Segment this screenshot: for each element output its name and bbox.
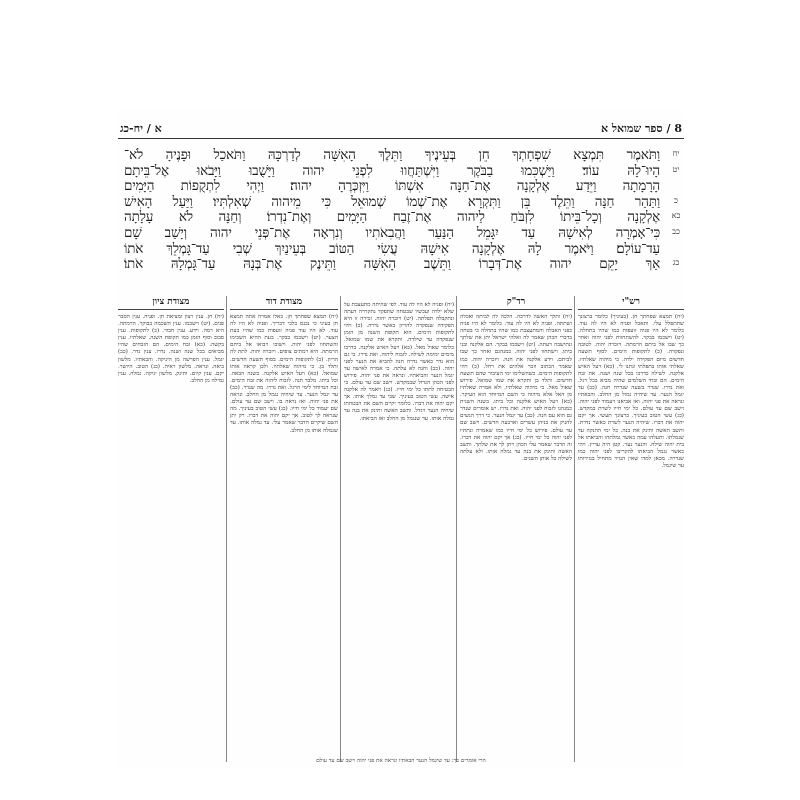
commentary-column-metzudat-david bbox=[230, 296, 338, 762]
commentary-column-middle bbox=[344, 296, 454, 762]
commentary-text: (יח) ופניה לא היו לה עוד. לפי שהיתה מתעצבת על שלא ילדה ועכשיו שבטחה שתפקד נתקררה דעתה ונתקבלה תפלתה. (יט) ויזכרה יהוה. זכירה זו היא הפקידה שנפקדה להריון כאשר נדרה. (כ) ויהי לתקופות הימים. הוא תקופת השנה מן הזמן שנפקדה עד שילדה. ותקרא את שמו שמואל. כלומר שאול מאל. (כא) ויעל האיש אלקנה. כדרכו מימים ימימה לשילה. לזבוח ליהוה. ואת נדרו. כי גם הוא נדר כאשר נדרה חנה להביא את הנער לפני יהוה. (כב) וחנה לא עלתה. כי אמרה לאישה עד יגמל הנער והביאתיו. ונראה את פני יהוה. פירוש לפני הכהן הגדול שבמקדש. וישב שם עד עולם. כי הבטיחה לתתו כל ימי חייו. (כג) ויאמר לה אלקנה אישה. עשי הטוב בעיניך. שבי עד גמלך אותו. אך יקם יהוה את דברו. כלומר יקיים השם את הבטחתו שיחיה הנער ויגדל. ותשב האשה ותינק את בנה עד גמלה אותו. עד שנגמל מן החלב ואז הביאתו. bbox=[344, 302, 454, 422]
verse-line bbox=[118, 164, 684, 180]
column-divider bbox=[456, 296, 457, 762]
commentary-column-rashi bbox=[578, 296, 684, 762]
chapter-reference: א / יח-כג bbox=[120, 122, 162, 135]
verse-line bbox=[118, 195, 684, 211]
page-header bbox=[118, 122, 684, 139]
verse-line bbox=[118, 210, 684, 226]
column-divider bbox=[574, 296, 575, 762]
commentary-column-radak bbox=[460, 296, 572, 762]
verse-text: הָרָמָתָה וַיֵּדַע אֶלְקָנָה אֶת־חַנָּה אִשְׁתּוֹ וַיִּזְכְּרֶהָ יהוה׃ וַיְהִי לִתְקֻפוֹת הַיָּמִים bbox=[124, 179, 660, 195]
verse-text: וַתַּהַר חַנָּה וַתֵּלֶד בֵּן וַתִּקְרָא אֶת־שְׁמוֹ שְׁמוּאֵל כִּי מֵיהוה שְׁאִלְתִּיו׃ וַיַּעַל הָאִישׁ bbox=[124, 194, 660, 210]
verse-number: יח bbox=[672, 149, 680, 158]
bottom-note: הרי אומרים כך: עד שיגמל הנער הבאתיו ונראה את פני יהוה וישב שם עד עולם bbox=[316, 758, 486, 764]
verse-text: עַד־עוֹלָם׃ וַיֹּאמֶר לָהּ אֶלְקָנָה אִישָׁהּ עֲשִׂי הַטּוֹב בְּעֵינַיִךְ שְׁבִי עַד־גָּמְלֵךְ אֹתוֹ bbox=[124, 241, 660, 257]
verse-number: כא bbox=[671, 211, 681, 221]
verse-text: אַךְ יָקֵם יהוה אֶת־דְּבָרוֹ וַתֵּשֶׁב הָאִשָּׁה וַתֵּינֶק אֶת־בְּנָהּ עַד־גָּמְלָהּ אֹתוֹ׃ bbox=[124, 257, 660, 273]
verse-text: הָיוּ־לָהּ עוֹד׃ וַיַּשְׁכִּמוּ בַבֹּקֶר וַיִּשְׁתַּחֲווּ לִפְנֵי יהוה וַיָּשֻׁבוּ וַיָּבֹאוּ אֶל־בֵּיתָם bbox=[124, 163, 660, 179]
document-page bbox=[118, 108, 684, 768]
column-heading bbox=[344, 296, 454, 298]
verse-number: כג bbox=[672, 258, 680, 268]
column-heading: רש"י bbox=[578, 296, 684, 310]
scripture-text bbox=[118, 148, 684, 273]
column-heading: מצודת דוד bbox=[230, 296, 338, 310]
commentary-column-metzudat-tzion bbox=[118, 296, 224, 762]
verse-number: כב bbox=[672, 226, 680, 236]
verse-text: וַתֹּאמֶר תִּמְצָא שִׁפְחָתְךָ חֵן בְּעֵינֶיךָ וַתֵּלֶךְ הָאִשָּׁה לְדַרְכָּהּ וַתֹּאכַל וּפָנֶיהָ לֹא־ bbox=[124, 148, 660, 163]
column-divider bbox=[340, 296, 341, 762]
verse-line bbox=[118, 148, 684, 164]
verse-line bbox=[118, 226, 684, 242]
verse-number: כ bbox=[674, 195, 678, 205]
verse-line bbox=[118, 179, 684, 195]
column-heading: מצודת ציון bbox=[118, 296, 224, 310]
verse-line bbox=[118, 257, 684, 273]
column-divider bbox=[226, 296, 227, 762]
commentary-text: (יח) תמצא שפחתך חן. כאלו אמרה אתה תמצא חן בעיני כי נכנס בלבי דבריך. ופניה לא היו לה עוד. לא היו עוד פניה זועפות כמו שהיו בעת הצער. (יט) וישכמו בבקר. בעת ההיא השכימו והשתחוו לפני יהוה. וישובו ויבואו אל ביתם הרמתה. היא רמתים צופים. ויזכרה יהוה. לתת לה הריון. (כ) לתקופות הימים. בסוף תשעה חדשים. ותלד בן. כי מיהוה שאלתיו. ולכן קראה אותו שמואל. (כא) ויעל האיש אלקנה. בשנה הבאה. וכל ביתו. מלבד חנה. לזבוח ליהוה את זבח הימים. זבח המיוחד לימי הרגל. ואת נדרו. מה שנדר. (כב) עד יגמל הנער. עד שיהיה נגמל מן החלב. ונראה את פני יהוה. ואז נראה בו. וישב שם עד עולם. שם יעמוד כל ימי חייו. (כג) עשי הטוב בעיניך. מה שנראה לך לטוב. אך יקם יהוה את דברו. רק יתן השם שיקיים הדבר שאמר עלי. עד גמלה אותו. עד שגמלה אותו מן החלב. bbox=[230, 314, 338, 434]
commentary-text: (יח) ותלך האשה לדרכה. הלכה לה לביתה ואכלה ושתתה. ופניה לא היו לה עוד. כלומר לא היו פניה כפני האבלה והמתעצבת כמו שהיו בתחלה כי בטחה בדברי הכהן שאמר לה ואלהי ישראל יתן את שלתך ונתישבה דעתה. (יט) וישכמו בבקר. הם אלקנה ובני ביתו. וישתחוו לפני יהוה. כמנהגם ואחר כך שבו לביתם. וידע אלקנה את חנה. ויזכרה יהוה. כמו שאמר הכתוב וזכר אלהים את רחל. (כ) ויהי לתקופות הימים. כשהשלימו ימי העיבור שהם תשעה חדשים. ותלד בן ותקרא את שמו שמואל. פירוש שאול מאל. כי מיהוה שאלתיו. ולא אמרה שאלתיו מן האל אלא מיהוה כי השם המיוחד הוא העיקר. (כא) ויעל האיש אלקנה וכל ביתו. בשנה השנית כמנהגו לזבוח לפני יהוה. ואת נדרו. יש אומרים שנדר גם הוא עם חנה. (כב) עד יגמל הנער. כי דרך הנשים להניק את בניהן עשרים וארבעה חדשים. וישב שם עד עולם. פירוש כל ימי חייו כמו שאמרה ונתתיו לפני יהוה כל ימי חייו. (כג) אך יקם יהוה את דברו. זה הדבר שאמר עלי הכהן ויתן לך את שלתך. ותשב האשה ותינק את בנה עד גמלה אותו. ולא עלתה לשילה כל אותן השנים. bbox=[460, 314, 572, 462]
book-title: 8 / ספר שמואל א bbox=[600, 122, 682, 135]
commentary-text: (יח) חן. ענין רצון ומציאת חן. ופניה. ענין הסבר פנים. (יט) וישכמו. ענין השכמה בבוקר. הרמתה. היא רמה. וידע. ענין חבור. (כ) לתקופות. ענין סבוב וסוף הזמן כמו תקופת השנה. שאלתיו. ענין בקשה. (כא) זבח הימים. הם הזבחים שהיו מביאים בכל שנה ושנה. נדרו. ענין נדר. (כב) יגמל. ענין הפרשה מן היניקה. והבאתיו. מלשון ביאה. ונראה. מלשון ראיה. (כג) הטוב. היושר. יקם. ענין קיום. ותינק. מלשון יניקה. גמלה. ענין גמילה מן החלב. bbox=[118, 314, 224, 384]
column-heading: רד"ק bbox=[460, 296, 572, 310]
verse-number: יט bbox=[672, 164, 680, 174]
commentary-text: (יח) תמצא שפחתך חן. (בעיניך) כלומר ברצונך שתתפלל עלי. ותאכל ופניה לא היו לה עוד. כלומר לא היו פניה זועפות כמו שהיו בתחלה. (יט) וישכמו בבקר. להשתחוות לפני יהוה ואחר כך שבו אל ביתם הרמתה. ויזכרה יהוה. לטובה ונפקדה. (כ) לתקופות הימים. לסוף תשעה חדשים מיום הפקידה ילדה. כי מיהוה שאלתיו. שאלתי אותו בתפלתי ונתנו לי. (כא) ויעל האיש אלקנה. לשילה כדרכו בכל שנה ושנה. את זבח הימים. הם זבחי השלמים שהיה מביא בכל רגל. ואת נדרו. שנדר בשעה שנדרה חנה. (כב) עד יגמל הנער. עד שיהיה גמול מן החלב. והבאתיו ונראה את פני יהוה. ואז אביאנו ויעמוד לפני יהוה. וישב שם עד עולם. כל ימי חייו לשרת במקדש. (כג) עשי הטוב בעיניך. כרצונך תעשי. אך יקם יהוה את דברו. שיהיה הנער לשרת כאשר נדרת. ותשב האשה ותינק את בנה. כל ימי ההנקה עד שגמלתו. ותעלהו עמה כאשר גמלתהו והביאתו אל בית יהוה שילה. והנער נער. קטן היה עדיין. ויהי כאשר נגמל הביאתו להקריבו לפני יהוה כמו שנדרה. מכאן למדו שאין הנזיר מתחיל בנזירותו עד שיגמל. bbox=[578, 314, 684, 469]
verse-line bbox=[118, 242, 684, 258]
verse-text: אֶלְקָנָה וְכָל־בֵּיתוֹ לִזְבֹּחַ לַיהוה אֶת־זֶבַח הַיָּמִים וְאֶת־נִדְרוֹ׃ וְחַנָּה לֹא עָלָתָה bbox=[124, 210, 660, 226]
verse-text: כִּי־אָמְרָה לְאִישָׁהּ עַד יִגָּמֵל הַנַּעַר וַהֲבִאֹתִיו וְנִרְאָה אֶת־פְּנֵי יהוה וְיָשַׁב שָׁם bbox=[124, 225, 660, 241]
